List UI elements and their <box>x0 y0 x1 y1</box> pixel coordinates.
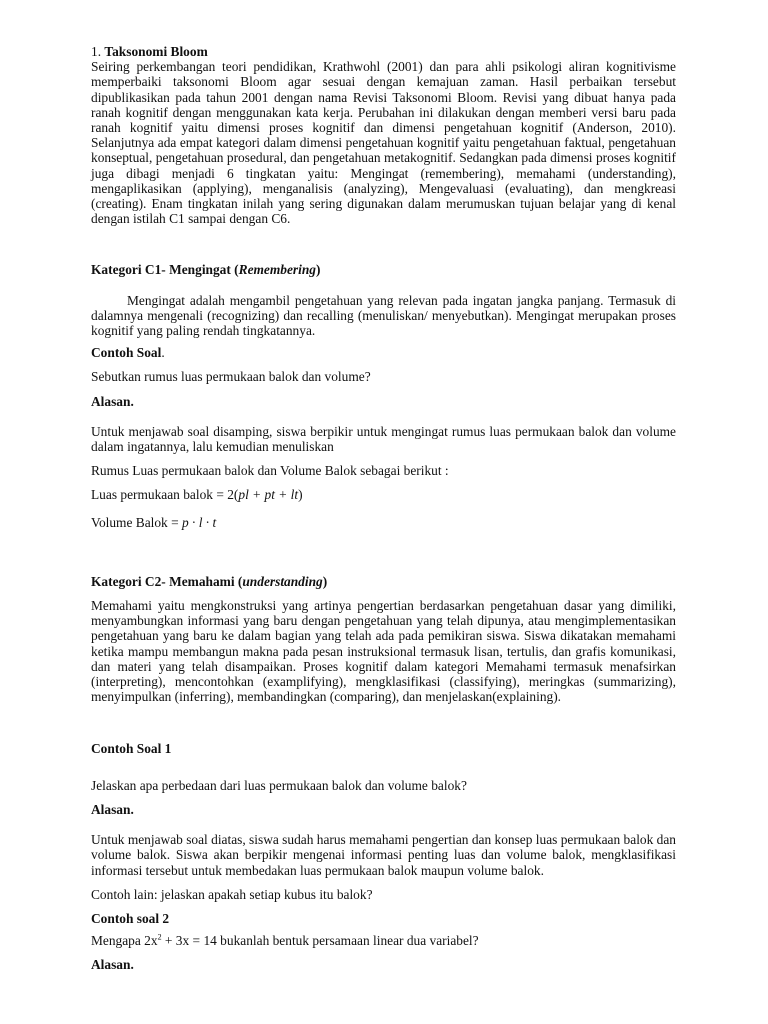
section-number: 1. <box>91 44 102 59</box>
c2-other-example: Contoh lain: jelaskan apakah setiap kubus itu balok? <box>91 886 373 902</box>
section-title <box>91 44 676 59</box>
c2-example2-question <box>91 933 676 948</box>
c1-formula-intro: Rumus Luas permukaan balok dan Volume Balok sebagai berikut : <box>91 463 449 479</box>
document-page <box>91 43 676 973</box>
c1-definition: Mengingat adalah mengambil pengetahuan yang relevan pada ingatan jangka panjang. Termasuk di dalamnya mengenali (recognizing) dan recalling (menuliskan/ menyebutkan). Mengingat merupakan proses kognitif yang paling rendah tingkatannya. <box>91 292 676 339</box>
c1-heading-prefix: Kategori C1- Mengingat ( <box>91 262 239 278</box>
section-intro-paragraph: Seiring perkembangan teori pendidikan, Krathwohl (2001) dan para ahli psikologi aliran kognitivisme memperbaiki taksonomi Bloom agar sesuai dengan kemajuan zaman. Hasil perbaikan tersebut dipublikasikan pada tahun 2001 dengan nama Revisi Taksonomi Bloom. Revisi yang dibuat hanya pada ranah kognitif dengan menggunakan kata kerja. Perubahan ini dilakukan dengan memberi versi baru pada ranah kognitif yaitu dimensi proses kognitif dan dimensi pengetahuan kognitif (Anderson, 2010). Selanjutnya ada empat kategori dalam dimensi pengetahuan kognitif yaitu pengetahuan faktual, pengetahuan konseptual, pengetahuan prosedural, dan pengetahuan metakognitif. Sedangkan pada dimensi proses kognitif juga dibagi menjadi 6 tingkatan yaitu: Mengingat (remembering), memahami (understanding), mengaplikasikan (applying), menganalisis (analyzing), Mengevaluasi (evaluating), dan mengkreasi (creating). Enam tingkatan inilah yang sering digunakan dalam merumuskan tujuan belajar yang di kenal dengan istilah C1 sampai dengan C6. <box>91 59 676 227</box>
c1-heading-italic: Remembering <box>238 262 317 278</box>
c2-reason1-body: Untuk menjawab soal diatas, siswa sudah harus memahami pengertian dan konsep luas permukaan balok dan volume balok. Siswa akan berpikir mengenai informasi penting luas dan volume balok, mengklasifikasi informasi tersebut untuk membedakan luas permukaan balok maupun volume balok. <box>91 832 676 878</box>
c1-reason-body: Untuk menjawab soal disamping, siswa berpikir untuk mengingat rumus luas permukaan balok dan volume dalam ingatannya, lalu kemudian menuliskan <box>91 423 676 455</box>
c2-heading <box>91 574 676 589</box>
c1-area-formula <box>91 487 676 502</box>
c2-example1-question: Jelaskan apa perbedaan dari luas permukaan balok dan volume balok? <box>91 777 467 793</box>
c1-heading-suffix: ) <box>316 262 321 278</box>
c2-definition: Memahami yaitu mengkonstruksi yang artinya pengertian berdasarkan pengetahuan dasar yang dimiliki, menyambungkan informasi yang baru dengan pengetahuan yang telah dipunya, atau mengimplementasikan pengetahuan yang baru ke dalam bagian yang telah ada pada pemikiran siswa. Siswa dikatakan memahami ketika mampu membangun makna pada pesan instruksional termasuk lisan, tertulis, dan grafis komunikasi, dan materi yang telah disampaikan. Proses kognitif dalam kategori Memahami termasuk menafsirkan (interpreting), mencontohkan (examplifying), mengklasifikasi (classifying), meringkas (summarizing), menyimpulkan (inferring), membandingkan (comparing), dan menjelaskan(explaining). <box>91 598 676 705</box>
c1-area-formula-prefix: = 2( <box>212 487 239 503</box>
c2-reason1-label: Alasan. <box>91 801 134 817</box>
c2-heading-suffix: ) <box>322 573 328 589</box>
c1-question: Sebutkan rumus luas permukaan balok dan volume? <box>91 369 371 385</box>
c1-volume-formula <box>91 515 676 530</box>
c2-example1-label: Contoh Soal 1 <box>91 740 172 756</box>
section-title-text: Taksonomi Bloom <box>104 44 208 59</box>
c1-volume-label: Volume Balok <box>91 514 168 530</box>
c2-example2-q-b: + 3x = 14 bukanlah bentuk persamaan linear dua variabel? <box>161 933 479 949</box>
c2-heading-prefix: Kategori C2- Memahami ( <box>91 573 243 589</box>
c2-example2-q-a: Mengapa 2x <box>91 933 158 949</box>
c1-example-label-line <box>91 345 676 360</box>
c1-reason-label-text: Alasan. <box>91 393 134 409</box>
c1-example-period: . <box>161 345 165 361</box>
c1-volume-formula-vars: p · l · t <box>182 514 217 530</box>
c2-example2-label: Contoh soal 2 <box>91 910 170 926</box>
c2-reason2-label: Alasan. <box>91 957 134 973</box>
c2-heading-italic: understanding <box>242 573 323 589</box>
c1-example-label: Contoh Soal <box>91 345 162 361</box>
c1-heading <box>91 262 676 277</box>
c1-volume-formula-prefix: = <box>167 514 182 530</box>
c1-area-formula-vars: pl + pt + lt <box>238 487 299 503</box>
c2-example2-q-sup: 2 <box>157 932 162 942</box>
c1-area-formula-suffix: ) <box>298 487 303 503</box>
c1-reason-label <box>91 394 676 409</box>
c1-area-label: Luas permukaan balok <box>91 487 213 503</box>
